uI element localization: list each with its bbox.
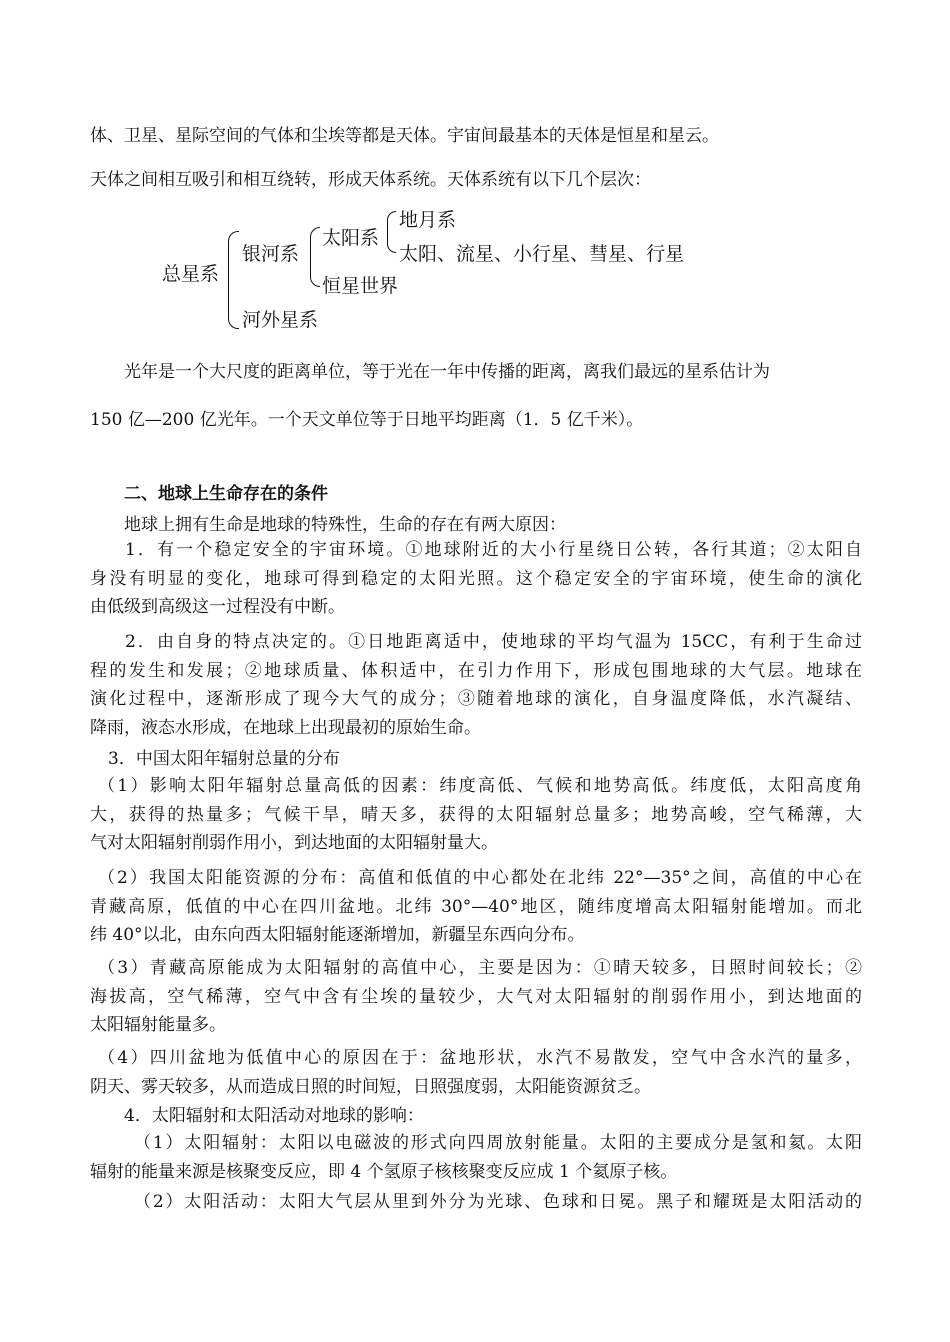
lightyear-line-2: 150 亿—200 亿光年。一个天文单位等于日地平均距离（1．5 亿千米）。 [90, 410, 644, 430]
p3-2-line: 纬 40°以北，由东向西太阳辐射能逐渐增加，新疆呈东西向分布。 [90, 925, 585, 945]
diagram-extragalactic: 河外星系 [242, 309, 319, 331]
paragraph-3-3 [90, 954, 862, 1040]
p2-line: 演化过程中，逐渐形成了现今大气的成分；③随着地球的演化，自身温度降低，水汽凝结、 [90, 689, 862, 709]
root-brace [228, 231, 239, 329]
p3-4-line: 阴天、雾天较多，从而造成日照的时间短，日照强度弱，太阳能资源贫乏。 [90, 1076, 651, 1097]
diagram-solar-members: 太阳、流星、小行星、彗星、行星 [399, 243, 685, 265]
solar-brace [387, 211, 396, 253]
paragraph-3-4 [90, 1044, 862, 1101]
paragraph-1 [90, 536, 862, 622]
p3-3-line: 海拔高，空气稀薄，空气中含有尘埃的量较少，大气对太阳辐射的削弱作用小，到达地面的 [90, 986, 862, 1007]
lightyear-line-1: 光年是一个大尺度的距离单位，等于光在一年中传播的距离，离我们最远的星系估计为 [124, 362, 770, 382]
paragraph-3-2 [90, 864, 862, 950]
diagram-galaxy: 银河系 [242, 243, 300, 265]
p4-1-line: （1）太阳辐射：太阳以电磁波的形式向四周放射能量。太阳的主要成分是氢和氦。太阳 [134, 1133, 862, 1153]
section-intro: 地球上拥有生命是地球的特殊性，生命的存在有两大原因： [124, 515, 566, 535]
p4-1-line: 辐射的能量来源是核聚变反应，即 4 个氢原子核核聚变反应成 1 个氦原子核。 [90, 1161, 678, 1182]
p3-2-line: 青藏高原，低值的中心在四川盆地。北纬 30°—40°地区，随纬度增高太阳辐射能增加。而北 [90, 896, 862, 917]
paragraph-4-2 [90, 1188, 862, 1217]
p1-line: 身没有明显的变化，地球可得到稳定的太阳光照。这个稳定安全的宇宙环境，使生命的演化 [90, 568, 862, 589]
p2-line: 2．由自身的特点决定的。①日地距离适中，使地球的平均气温为 15CC，有利于生命过 [125, 632, 862, 652]
p3-1-line: （1）影响太阳年辐射总量高低的因素：纬度高低、气候和地势高低。纬度低，太阳高度角 [98, 776, 862, 796]
paragraph-2 [90, 628, 862, 742]
p3-1-line: 气对太阳辐射削弱作用小，到达地面的太阳辐射量大。 [90, 833, 498, 853]
p2-line: 程的发生和发展；②地球质量、体积适中，在引力作用下，形成包围地球的大气层。地球在 [90, 660, 862, 681]
p3-3-line: （3）青藏高原能成为太阳辐射的高值中心，主要是因为：①晴天较多，日照时间较长；② [98, 958, 862, 978]
p1-line: 1．有一个稳定安全的宇宙环境。①地球附近的大小行星绕日公转，各行其道；②太阳自 [125, 540, 862, 560]
section-heading: 二、地球上生命存在的条件 [124, 484, 328, 504]
p3-2-line: （2）我国太阳能资源的分布：高值和低值的中心都处在北纬 22°—35°之间，高值的中心在 [98, 868, 862, 888]
diagram-earth-moon: 地月系 [399, 209, 457, 231]
p4-2-line: （2）太阳活动：太阳大气层从里到外分为光球、色球和日冕。黑子和耀斑是太阳活动的 [134, 1192, 862, 1212]
p2-line: 降雨，液态水形成，在地球上出现最初的原始生命。 [90, 717, 481, 738]
intro-line-1: 体、卫星、星际空间的气体和尘埃等都是天体。宇宙间最基本的天体是恒星和星云。 [90, 126, 719, 146]
galaxy-brace [310, 227, 320, 287]
paragraph-4-1 [90, 1129, 862, 1186]
paragraph-3-1 [90, 772, 862, 858]
intro-line-2: 天体之间相互吸引和相互绕转，形成天体系统。天体系统有以下几个层次： [90, 170, 651, 190]
p3-4-line: （4）四川盆地为低值中心的原因在于：盆地形状，水汽不易散发，空气中含水汽的量多， [98, 1048, 862, 1068]
diagram-star-world: 恒星世界 [322, 275, 399, 297]
paragraph-4-heading: 4．太阳辐射和太阳活动对地球的影响： [124, 1106, 424, 1126]
diagram-solar-system: 太阳系 [322, 227, 380, 249]
p3-1-line: 大，获得的热量多；气候干旱，晴天多，获得的太阳辐射总量多；地势高峻，空气稀薄，大 [90, 804, 862, 825]
paragraph-3-heading: 3．中国太阳年辐射总量的分布 [108, 749, 340, 769]
p3-3-line: 太阳辐射能量多。 [90, 1015, 226, 1035]
diagram-root: 总星系 [162, 263, 220, 285]
p1-line: 由低级到高级这一过程没有中断。 [90, 597, 345, 617]
celestial-system-diagram [150, 205, 710, 340]
